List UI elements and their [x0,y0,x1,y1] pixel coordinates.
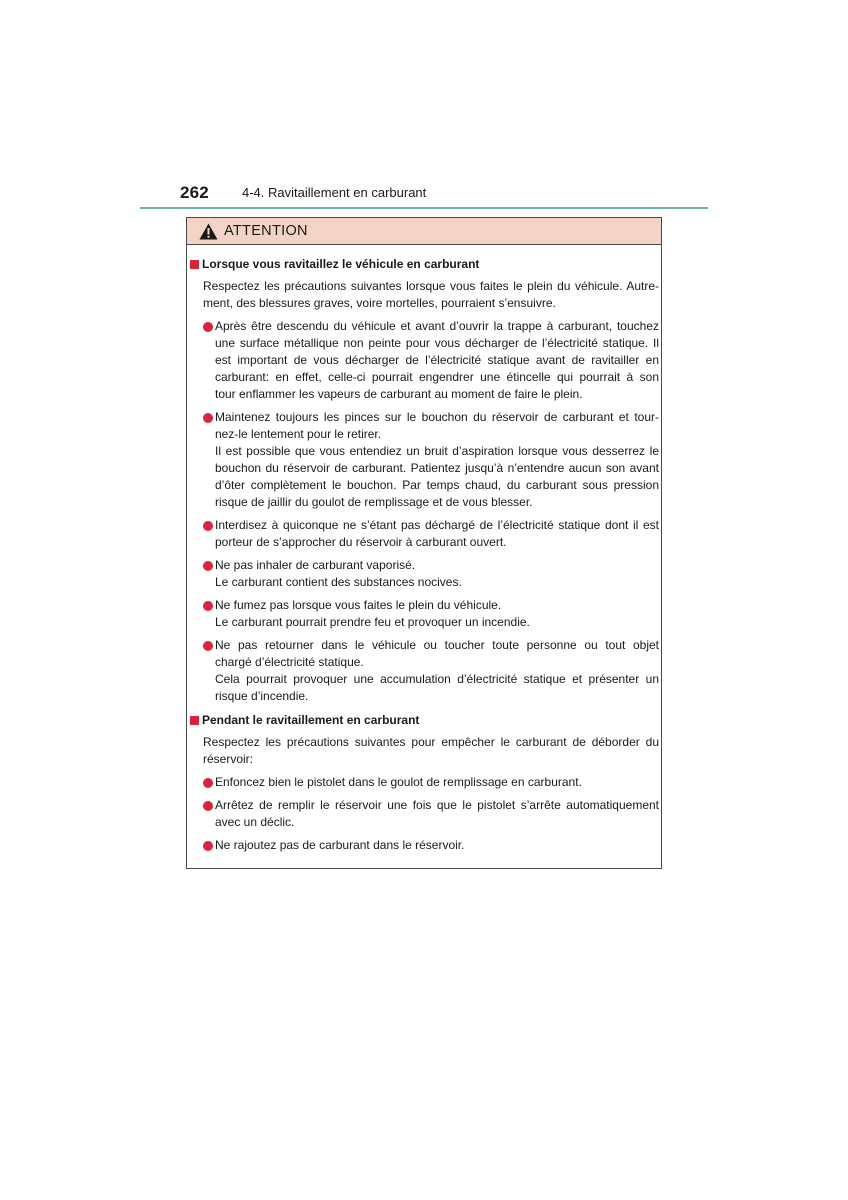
topic-heading [190,257,479,271]
list-item [203,597,659,631]
text-line: carburant: en effet, celle-ci pourrait engendrer une étincelle qui pourrait à son [215,370,659,384]
text-line: réservoir: [203,752,254,766]
list-item [203,797,659,831]
red-dot-icon [203,641,213,651]
red-dot-icon [203,561,213,571]
warning-header [187,218,661,245]
topic-heading [190,713,419,727]
text-line: est important de vous décharger de l’électricité statique avant de ravitailler en [215,353,659,367]
red-dot-icon [203,413,213,423]
list-item [203,637,659,705]
red-dot-icon [203,778,213,788]
text-line: Respectez les précautions suivantes lorsque vous faites le plein du véhicule. Autre- [203,279,659,293]
text-line: Après être descendu du véhicule et avant d’ouvrir la trappe à carburant, touchez [215,319,659,333]
header-rule [140,207,708,209]
red-dot-icon [203,841,213,851]
list-item [203,557,659,591]
list-item [203,517,659,551]
text-line: porteur de s’approcher du réservoir à carburant ouvert. [215,535,507,549]
red-dot-icon [203,521,213,531]
red-dot-icon [203,801,213,811]
warning-label: ATTENTION [224,223,308,239]
section-title: 4-4. Ravitaillement en carburant [242,185,427,200]
text-line: Ne pas inhaler de carburant vaporisé. [215,558,416,572]
red-square-icon [190,260,199,269]
red-dot-icon [203,322,213,332]
topic-intro [203,278,659,312]
text-line: Arrêtez de remplir le réservoir une fois que le pistolet s’arrête automatiquement [215,798,659,812]
text-line: Le carburant pourrait prendre feu et provoquer un incendie. [215,615,530,629]
list-item [203,837,659,854]
text-line: tour enflammer les vapeurs de carburant au moment de faire le plein. [215,387,583,401]
text-line: bouchon du réservoir de carburant. Patientez jusqu’à n’entendre aucun son avant [215,461,659,475]
warning-triangle-icon [199,223,218,240]
list-item [203,774,659,791]
text-line: avec un déclic. [215,815,295,829]
text-line: Il est possible que vous entendiez un bruit d’aspiration lorsque vous desserrez le [215,444,659,458]
list-item [203,318,659,403]
text-line: chargé d’électricité statique. [215,655,364,669]
text-line: une surface métallique non peinte pour vous décharger de l’électricité statique. Il [215,336,659,350]
text-line: Enfoncez bien le pistolet dans le goulot de remplissage en carburant. [215,775,582,789]
text-line: Ne fumez pas lorsque vous faites le plein du véhicule. [215,598,502,612]
text-line: Maintenez toujours les pinces sur le bouchon du réservoir de carburant et tour- [215,410,659,424]
text-line: ment, des blessures graves, voire mortelles, pourraient s’ensuivre. [203,296,556,310]
red-square-icon [190,716,199,725]
topic-title: Pendant le ravitaillement en carburant [202,713,420,727]
text-line: Le carburant contient des substances nocives. [215,575,462,589]
page-header [180,183,708,207]
text-line: Cela pourrait provoquer une accumulation d’électricité statique et présenter un [215,672,659,686]
text-line: nez-le lentement pour le retirer. [215,427,382,441]
list-item [203,409,659,511]
text-line: risque d’incendie. [215,689,309,703]
text-line: d’ôter complètement le bouchon. Par temps chaud, du carburant sous pression [215,478,659,492]
text-line: risque de jaillir du goulot de remplissage et de vous blesser. [215,495,533,509]
topic-intro [203,734,659,768]
page-number: 262 [180,183,209,202]
text-line: Ne rajoutez pas de carburant dans le réservoir. [215,838,465,852]
topic-title: Lorsque vous ravitaillez le véhicule en carburant [202,257,480,271]
red-dot-icon [203,601,213,611]
text-line: Interdisez à quiconque ne s’étant pas déchargé de l’électricité statique dont il est [215,518,659,532]
text-line: Ne pas retourner dans le véhicule ou toucher toute personne ou tout objet [215,638,659,652]
text-line: Respectez les précautions suivantes pour empêcher le carburant de déborder du [203,735,659,749]
warning-box [186,217,662,869]
